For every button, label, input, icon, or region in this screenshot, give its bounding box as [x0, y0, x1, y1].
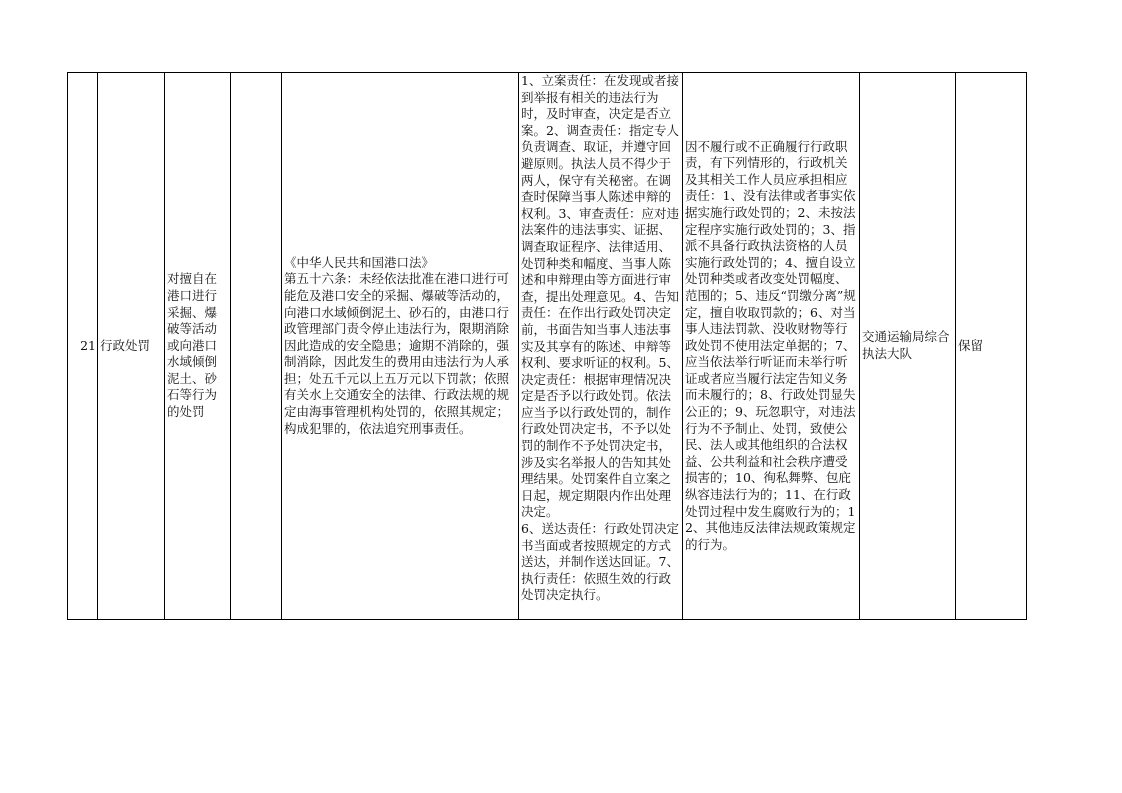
power-item-name-cell: 对擅自在港口进行采掘、爆破等活动或向港口水域倾倒泥土、砂石等行为的处罚 — [165, 73, 231, 620]
power-list-table — [67, 72, 1027, 620]
row-number: 21 — [68, 73, 98, 620]
sub-item-cell — [231, 73, 282, 620]
department-cell: 交通运输局综合执法大队 — [860, 73, 956, 620]
accountability-text: 因不履行或不正确履行行政职责，有下列情形的，行政机关及其相关工作人员应承担相应责任：1、没有法律或者事实依据实施行政处罚的；2、未按法定程序实施行政处罚的；3、指派不具备行政执法资格的人员实施行政处罚的；4、擅自设立处罚种类或者改变处罚幅度、范围的；5、违反“罚缴分离”规定，擅自收取罚款的；6、对当事人违法罚款、没收财物等行政处罚不使用法定单据的；7、应当依法举行听证而未举行听证或者应当履行法定告知义务而未履行的；8、行政处罚显失公正的；9、玩忽职守，对违法行为不予制止、处罚，致使公民、法人或其他组织的合法权益、公共利益和社会秩序遭受损害的；10、徇私舞弊、包庇纵容违法行为的；11、在行政处罚过程中发生腐败行为的；12、其他违反法律法规政策规定的行为。 — [685, 138, 856, 552]
legal-basis-cell — [282, 73, 519, 620]
accountability-cell — [683, 73, 860, 620]
table-row — [68, 73, 1027, 620]
status-cell: 保留 — [956, 73, 1027, 620]
power-category-cell: 行政处罚 — [98, 73, 165, 620]
responsibility-cell — [519, 73, 683, 620]
responsibility-text: 1、立案责任：在发现或者接到举报有相关的违法行为时，及时审查，决定是否立案。2、调查责任：指定专人负责调查、取证，并遵守回避原则。执法人员不得少于两人，保守有关秘密。在调查时保障当事人陈述申辩的权利。3、审查责任：应对违法案件的违法事实、证据、调查取证程序、法律适用、处罚种类和幅度、当事人陈述和申辩理由等方面进行审查，提出处理意见。4、告知责任：在作出行政处罚决定前，书面告知当事人违法事实及其享有的陈述、申辩等权利、要求听证的权利。5、决定责任：根据审理情况决定是否予以行政处罚。依法应当予以行政处罚的，制作行政处罚决定书，不予以处罚的制作不予处罚决定书，涉及实名举报人的告知其处理结果。处罚案件自立案之日起，规定期限内作出处理决定。 6、送达责任：行政处罚决定书当面或者按照规定的方式送达，并制作送达回证。7、执行责任：依照生效的行政处罚决定执行。 — [521, 73, 679, 603]
legal-basis-text: 《中华人民共和国港口法》 第五十六条：未经依法批准在港口进行可能危及港口安全的采掘、爆破等活动的，向港口水域倾倒泥土、砂石的，由港口行政管理部门责令停止违法行为，限期消除因此造成的安全隐患；逾期不消除的，强制消除，因此发生的费用由违法行为人承担；处五千元以上五万元以下罚款；依照有关水上交通安全的法律、行政法规的规定由海事管理机构处罚的，依照其规定；构成犯罪的，依法追究刑事责任。 — [284, 254, 510, 436]
